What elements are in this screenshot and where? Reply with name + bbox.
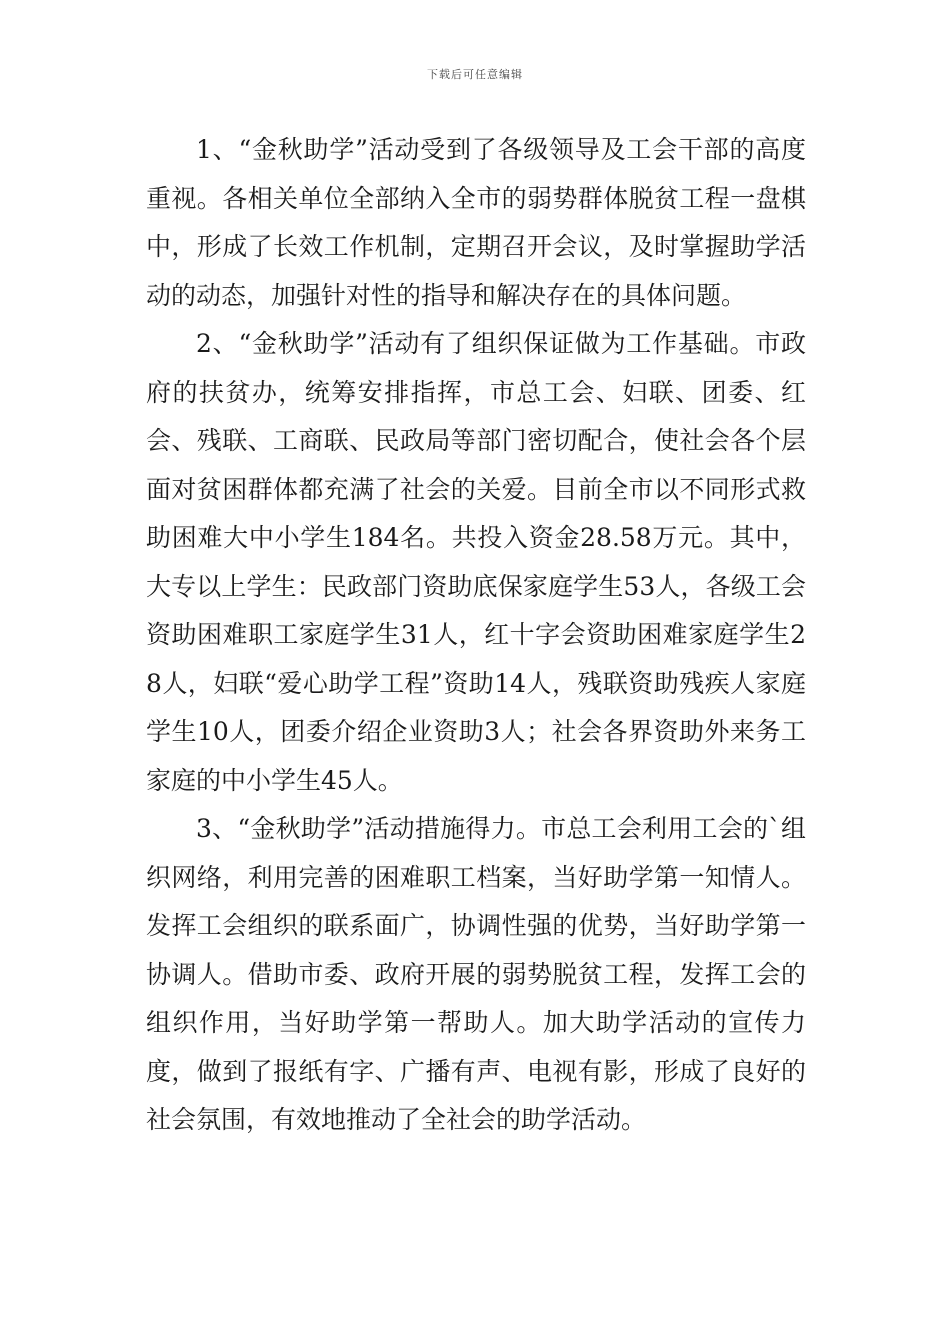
paragraph-2: 2、“金秋助学”活动有了组织保证做为工作基础。市政府的扶贫办，统筹安排指挥，市总工会、妇联、团委、红会、残联、工商联、民政局等部门密切配合，使社会各个层面对贫困群体都充满了社会的关爱。目前全市以不同形式救助困难大中小学生184名。共投入资金28.58万元。其中，大专以上学生：民政部门资助底保家庭学生53人，各级工会资助困难职工家庭学生31人，红十字会资助困难家庭学生28人，妇联“爱心助学工程”资助14人，残联资助残疾人家庭学生10人，团委介绍企业资助3人；社会各界资助外来务工家庭的中小学生45人。 [146,329,806,795]
header-note: 下载后可任意编辑 [427,68,523,81]
paragraph-1: 1、“金秋助学”活动受到了各级领导及工会干部的高度重视。各相关单位全部纳入全市的弱势群体脱贫工程一盘棋中，形成了长效工作机制，定期召开会议，及时掌握助学活动的动态，加强针对性的指导和解决存在的具体问题。 [146,135,806,310]
document-body [146,126,806,1145]
paragraph-3: 3、“金秋助学”活动措施得力。市总工会利用工会的`组织网络，利用完善的困难职工档案，当好助学第一知情人。发挥工会组织的联系面广，协调性强的优势，当好助学第一协调人。借助市委、政府开展的弱势脱贫工程，发挥工会的组织作用，当好助学第一帮助人。加大助学活动的宣传力度，做到了报纸有字、广播有声、电视有影，形成了良好的社会氛围，有效地推动了全社会的助学活动。 [146,814,806,1134]
